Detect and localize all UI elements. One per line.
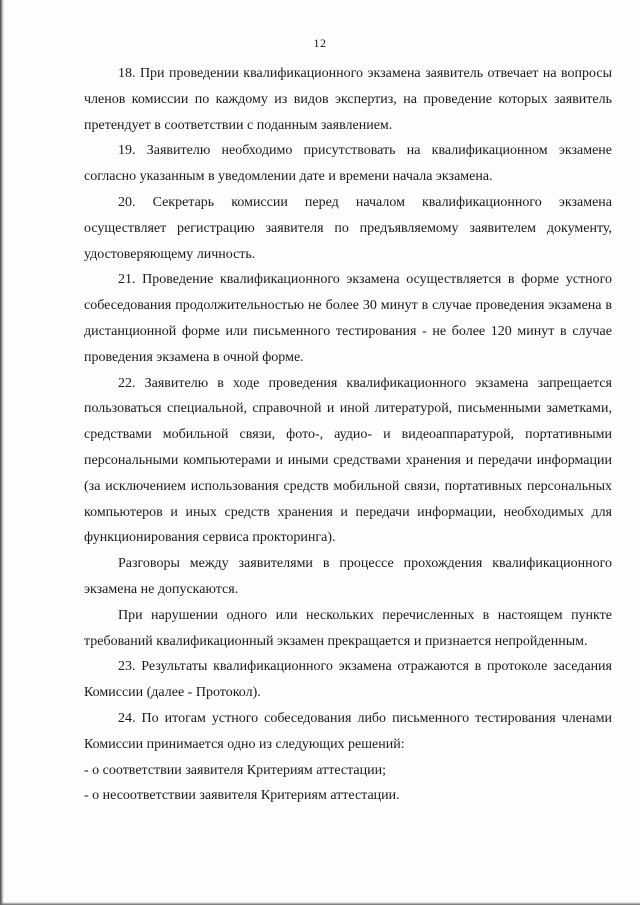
paragraph-21: 21. Проведение квалификационного экзамена осуществляется в форме устного собеседования продолжительностью не более 30 минут в случае проведения экзамена в дистанционной форме или письменного тестирования - не более 120 минут в случае проведения экзамена в очной форме. <box>84 272 612 365</box>
paragraph-22: 22. Заявителю в ходе проведения квалификационного экзамена запрещается пользоваться специальной, справочной и иной литературой, письменными заметками, средствами мобильной связи, фото-, аудио- и видеоаппаратурой, портативными персональными компьютерами и иными средствами хранения и передачи информации (за исключением использования средств мобильной связи, портативных персональных компьютеров и иных средств хранения и передачи информации, необходимых для функционирования сервиса прокторинга). <box>84 375 612 546</box>
paragraph-24: 24. По итогам устного собеседования либо письменного тестирования членами Комиссии принимается одно из следующих решений: <box>84 710 612 752</box>
paragraph-22-violations: При нарушении одного или нескольких перечисленных в настоящем пункте требований квалификационный экзамен прекращается и признается непройденным. <box>84 607 612 649</box>
paragraph-20: 20. Секретарь комиссии перед началом квалификационного экзамена осуществляет регистрацию заявителя по предъявляемому заявителем документу, удостоверяющему личность. <box>84 194 612 262</box>
paragraph-19: 19. Заявителю необходимо присутствовать на квалификационном экзамене согласно указанным в уведомлении дате и времени начала экзамена. <box>84 143 612 185</box>
page-number: 12 <box>313 36 327 50</box>
list-item-compliance: - о соответствии заявителя Критериям аттестации; <box>84 762 386 778</box>
paragraph-23: 23. Результаты квалификационного экзамена отражаются в протоколе заседания Комиссии (далее - Протокол). <box>84 659 612 701</box>
list-item-noncompliance: - о несоответствии заявителя Критериям аттестации. <box>84 788 400 804</box>
paragraph-18: 18. При проведении квалификационного экзамена заявитель отвечает на вопросы членов комиссии по каждому из видов экспертиз, на проведение которых заявитель претендует в соответствии с поданным заявлением. <box>84 66 612 133</box>
document-body <box>84 61 612 809</box>
scan-edge-shadow <box>0 0 4 905</box>
paragraph-22-conversations: Разговоры между заявителями в процессе прохождения квалификационного экзамена не допускаются. <box>84 556 612 597</box>
